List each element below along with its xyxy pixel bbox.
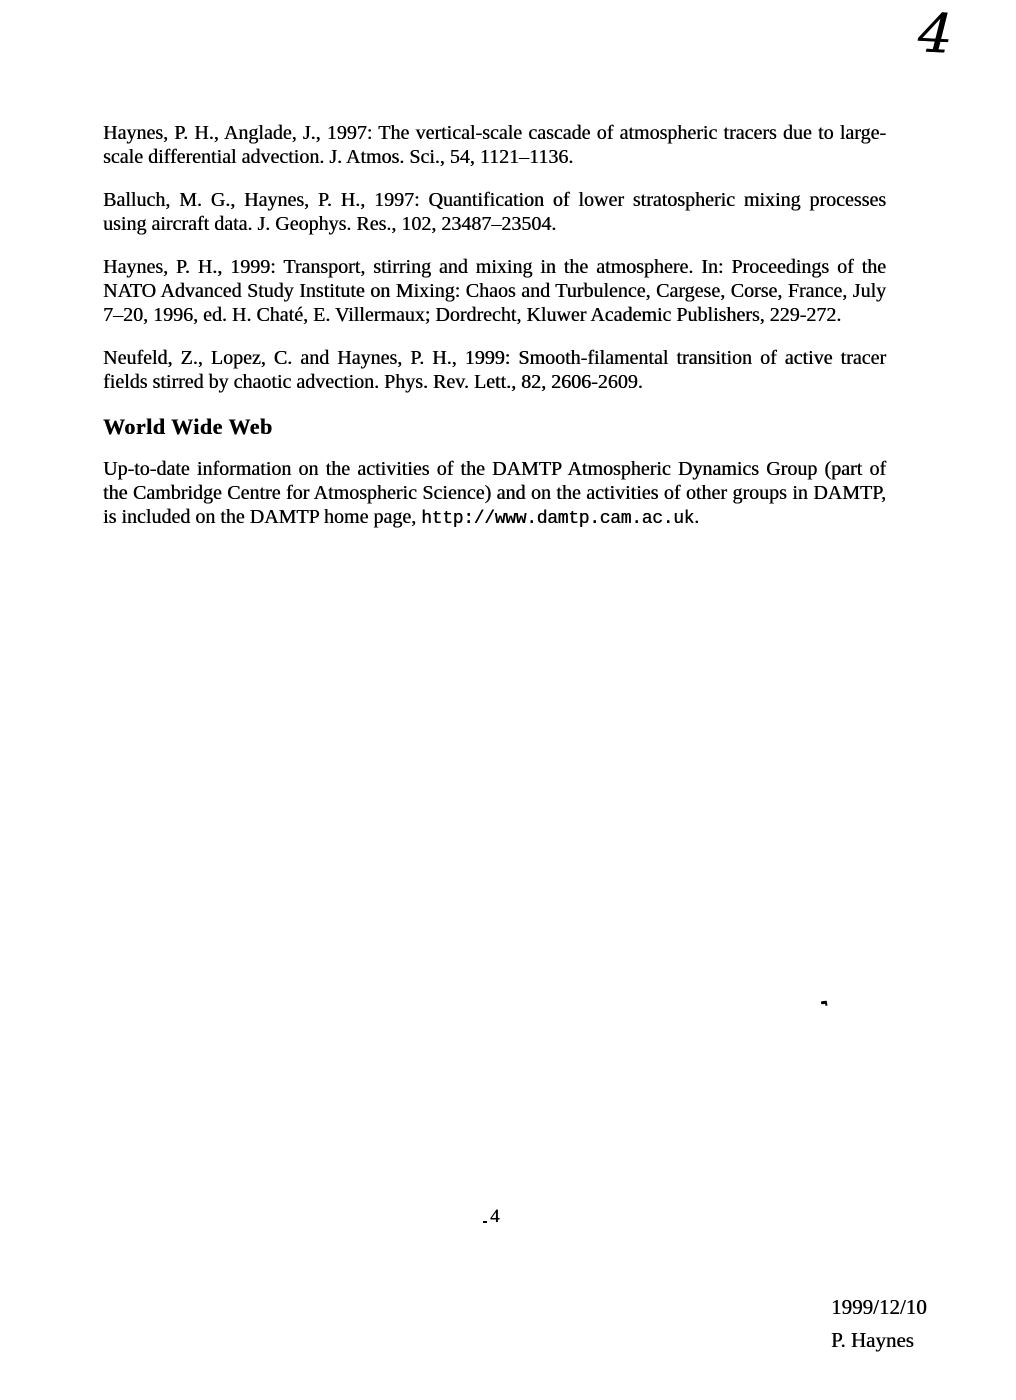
reference-entry-haynes-anglade-1997: Haynes, P. H., Anglade, J., 1997: The vertical-scale cascade of atmospheric tracers due to large-scale differential advection. J. Atmos. Sci., 54, 1121–1136.	[103, 122, 886, 168]
www-paragraph	[103, 457, 886, 531]
page-number-footer: 4	[490, 1206, 500, 1227]
revision-date: 1999/12/10	[831, 1295, 927, 1319]
www-paragraph-text-after-url: .	[694, 506, 700, 528]
page-body	[103, 121, 886, 531]
ink-speck-footer-artifact	[483, 1221, 487, 1223]
reference-entry-balluch-haynes-1997: Balluch, M. G., Haynes, P. H., 1997: Quantification of lower stratospheric mixing processes using aircraft data. J. Geophys. Res., 102, 23487–23504.	[103, 189, 886, 235]
section-heading-world-wide-web: World Wide Web	[103, 414, 273, 439]
handwritten-page-number: 4	[916, 1, 955, 66]
signoff-block	[831, 1291, 927, 1357]
ink-speck-artifact	[821, 1001, 827, 1005]
author-name: P. Haynes	[831, 1328, 914, 1352]
reference-entry-haynes-1999: Haynes, P. H., 1999: Transport, stirring and mixing in the atmosphere. In: Proceedings of the NATO Advanced Study Institute on Mixing: Chaos and Turbulence, Cargese, Corse, France, July 7–20, 1996, ed. H. Chaté, E. Villermaux; Dordrecht, Kluwer Academic Publishers, 229-272.	[103, 256, 886, 326]
damtp-homepage-url: http://www.damtp.cam.ac.uk	[421, 509, 695, 529]
www-paragraph-text-before-url: Up-to-date information on the activities of the DAMTP Atmospheric Dynamics Group (part of the Cambridge Centre for Atmospheric Science) and on the activities of other groups in DAMTP, is included on the DAMTP home page,	[103, 458, 886, 528]
reference-entry-neufeld-lopez-haynes-1999: Neufeld, Z., Lopez, C. and Haynes, P. H., 1999: Smooth-filamental transition of active tracer fields stirred by chaotic advection. Phys. Rev. Lett., 82, 2606-2609.	[103, 347, 886, 393]
